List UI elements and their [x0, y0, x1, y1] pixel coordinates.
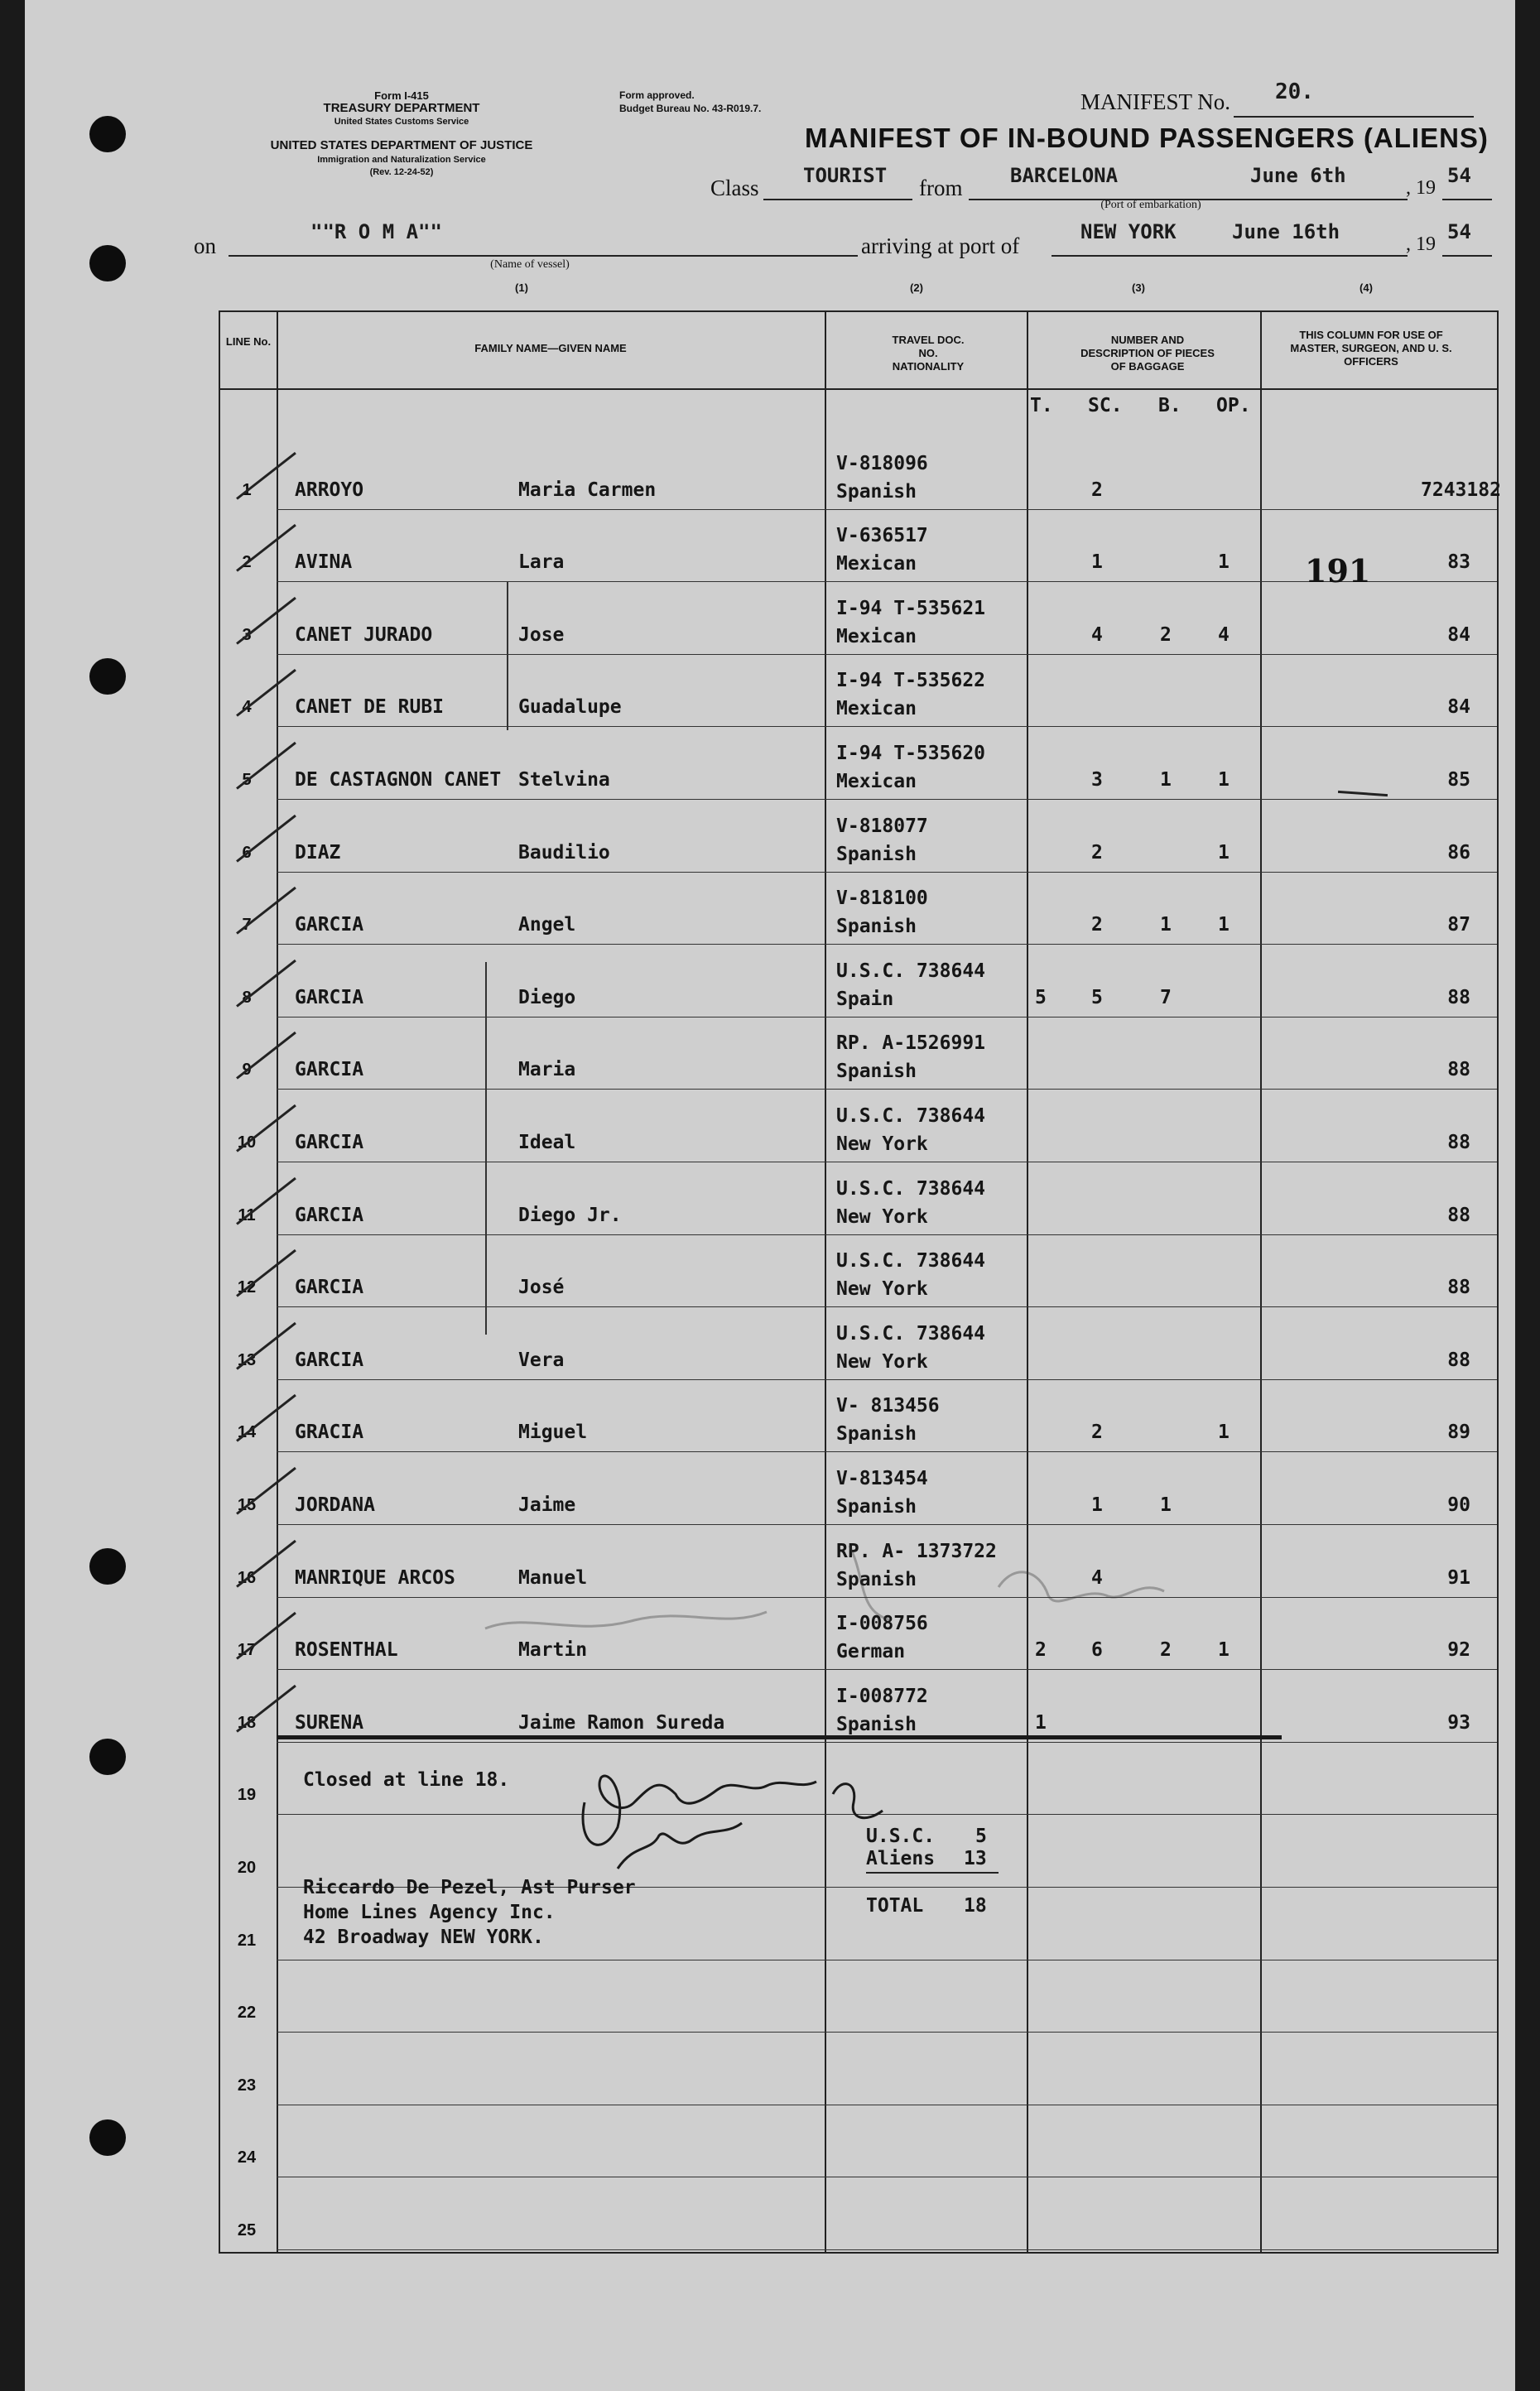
arriving-label: arriving at port of	[861, 233, 1020, 258]
bag-op: 1	[1218, 841, 1230, 864]
family-name: GARCIA	[295, 1059, 364, 1081]
given-name: Baudilio	[518, 841, 610, 864]
travel-doc: U.S.C. 738644	[836, 1177, 986, 1200]
given-name: Jaime Ramon Sureda	[518, 1711, 725, 1734]
bag-t: 1	[1035, 1711, 1047, 1734]
line-number: 19	[237, 1786, 257, 1805]
given-name: Martin	[518, 1639, 588, 1662]
nationality: Spain	[836, 988, 894, 1010]
family-name: ROSENTHAL	[295, 1639, 398, 1662]
nationality: Spanish	[836, 843, 917, 865]
line-number: 20	[237, 1858, 257, 1877]
year2-value: 54	[1447, 220, 1471, 243]
bag-sub-sc: SC.	[1088, 395, 1123, 416]
bag-t: 2	[1035, 1639, 1047, 1662]
given-name: Miguel	[518, 1422, 588, 1444]
table-row	[220, 1162, 1497, 1234]
travel-doc: U.S.C. 738644	[836, 1104, 986, 1127]
budget-bureau: Budget Bureau No. 43-R019.7.	[619, 103, 762, 114]
line-number: 24	[237, 2148, 257, 2167]
family-name: JORDANA	[295, 1494, 375, 1516]
family-name: CANET DE RUBI	[295, 696, 445, 719]
table-row	[220, 872, 1497, 945]
nationality: Mexican	[836, 553, 917, 575]
nationality: New York	[836, 1133, 928, 1155]
binder-hole-2	[89, 245, 126, 281]
travel-doc: V-818096	[836, 452, 928, 474]
given-name: Maria	[518, 1059, 576, 1081]
nationality: Spanish	[836, 1495, 917, 1518]
line-number: 9	[242, 1061, 252, 1080]
table-row	[220, 1089, 1497, 1162]
year-prefix: , 19	[1406, 177, 1436, 199]
family-name: DE CASTAGNON CANET	[295, 768, 502, 791]
customs-service: United States Customs Service	[334, 117, 469, 127]
line-number: 2	[242, 553, 252, 572]
form-id: Form I-415	[374, 89, 429, 102]
manifest-title: MANIFEST OF IN-BOUND PASSENGERS (ALIENS)	[805, 123, 1489, 153]
year-value: 54	[1447, 164, 1471, 187]
bag-sc: 2	[1091, 914, 1103, 936]
travel-doc: U.S.C. 738644	[836, 960, 986, 982]
line-number: 22	[237, 2004, 257, 2023]
family-name: SURENA	[295, 1711, 364, 1734]
line-number: 4	[242, 698, 252, 717]
departure-date: June 6th	[1250, 164, 1346, 187]
line-number: 17	[237, 1641, 257, 1660]
table-row	[220, 2105, 1497, 2177]
line-number: 21	[237, 1931, 257, 1950]
travel-doc: I-94 T-535621	[836, 597, 986, 619]
nationality: Spanish	[836, 1423, 917, 1446]
bag-sc: 2	[1091, 841, 1103, 864]
nationality: Spanish	[836, 480, 917, 503]
nationality: Spanish	[836, 1061, 917, 1083]
bag-sc: 5	[1091, 986, 1103, 1008]
nationality: Spanish	[836, 1568, 917, 1590]
line-number: 14	[237, 1423, 257, 1442]
aliens-count: 13	[964, 1848, 987, 1869]
bag-op: 1	[1218, 551, 1230, 574]
col-head-line: LINE No.	[225, 335, 272, 348]
travel-doc: V-818077	[836, 815, 928, 837]
officer-use: 84	[1447, 696, 1470, 719]
col-num-4: (4)	[1360, 281, 1373, 294]
family-name: GARCIA	[295, 1204, 364, 1226]
binder-hole-4	[89, 1548, 126, 1585]
table-row	[220, 799, 1497, 872]
total-count: 18	[964, 1895, 987, 1917]
nationality: New York	[836, 1350, 928, 1373]
table-row	[220, 2032, 1497, 2105]
nationality: New York	[836, 1278, 928, 1301]
bag-sc: 4	[1091, 623, 1103, 646]
binder-hole-5	[89, 1739, 126, 1775]
bag-op: 1	[1218, 768, 1230, 791]
travel-doc: RP. A-1526991	[836, 1032, 986, 1055]
officer-use: 90	[1447, 1494, 1470, 1516]
nationality: German	[836, 1641, 906, 1663]
officer-use: 88	[1447, 1349, 1470, 1371]
bag-sc: 3	[1091, 768, 1103, 791]
given-name: Diego	[518, 986, 576, 1008]
manifest-table	[219, 310, 1499, 2254]
line-number: 5	[242, 770, 252, 789]
treasury-dept: TREASURY DEPARTMENT	[323, 101, 480, 115]
officer-use: 88	[1447, 986, 1470, 1008]
travel-doc: I-94 T-535620	[836, 742, 986, 764]
bag-t: 5	[1035, 986, 1047, 1008]
bag-sc: 1	[1091, 1494, 1103, 1516]
bag-b: 1	[1160, 914, 1172, 936]
officer-use: 85	[1447, 768, 1470, 791]
officer-use: 83	[1447, 551, 1470, 574]
officer-use: 88	[1447, 1131, 1470, 1153]
bag-sub-t: T.	[1030, 395, 1053, 416]
travel-doc: U.S.C. 738644	[836, 1250, 986, 1272]
usc-label: U.S.C.	[866, 1826, 936, 1847]
bag-sc: 4	[1091, 1566, 1103, 1589]
col-head-baggage: NUMBER AND DESCRIPTION OF PIECES OF BAGGAGE	[1080, 334, 1215, 373]
from-label: from	[919, 176, 963, 200]
stamp-number: 191	[1305, 552, 1371, 589]
given-name: Lara	[518, 551, 565, 574]
arrival-date: June 16th	[1232, 220, 1340, 243]
officer-use: 92	[1447, 1639, 1470, 1662]
line-number: 3	[242, 625, 252, 644]
line-number: 25	[237, 2220, 257, 2239]
officer-use: 86	[1447, 841, 1470, 864]
bag-sub-op: OP.	[1216, 395, 1251, 416]
closed-at-line: Closed at line 18.	[303, 1769, 510, 1791]
bag-b: 2	[1160, 623, 1172, 646]
travel-doc: V- 813456	[836, 1395, 940, 1417]
faint-handwriting	[452, 1513, 1197, 1662]
officer-use: 87	[1447, 914, 1470, 936]
line-number: 7	[242, 916, 252, 935]
table-row	[220, 436, 1501, 509]
vessel-name: ""R O M A""	[310, 220, 442, 243]
arrival-port: NEW YORK	[1080, 220, 1177, 243]
manifest-page	[25, 0, 1515, 2391]
travel-doc: U.S.C. 738644	[836, 1322, 986, 1345]
on-label: on	[194, 233, 216, 258]
line-number: 10	[237, 1133, 257, 1152]
family-name: GARCIA	[295, 1277, 364, 1299]
usc-count: 5	[975, 1826, 987, 1847]
total-label: TOTAL	[866, 1895, 924, 1917]
table-row	[220, 2177, 1497, 2249]
line-number: 15	[237, 1495, 257, 1514]
col-head-doc: TRAVEL DOC. NO. NATIONALITY	[892, 334, 965, 373]
bag-sc: 2	[1091, 479, 1103, 501]
family-name: CANET JURADO	[295, 623, 433, 646]
given-name: Ideal	[518, 1131, 576, 1153]
bag-op: 4	[1218, 623, 1230, 646]
col-num-1: (1)	[515, 281, 528, 294]
bag-sc: 2	[1091, 1422, 1103, 1444]
binder-hole-6	[89, 2119, 126, 2156]
manifest-no-value: 20.	[1275, 79, 1314, 104]
ins-service: Immigration and Naturalization Service	[317, 155, 486, 165]
given-name: José	[518, 1277, 565, 1299]
given-name: Jaime	[518, 1494, 576, 1516]
given-name: Vera	[518, 1349, 565, 1371]
table-row	[220, 581, 1497, 654]
officer-use: 88	[1447, 1059, 1470, 1081]
travel-doc: RP. A- 1373722	[836, 1540, 997, 1562]
given-name: Jose	[518, 623, 565, 646]
line-number: 13	[237, 1350, 257, 1369]
aliens-label: Aliens	[866, 1848, 936, 1869]
line-number: 16	[237, 1568, 257, 1587]
travel-doc: I-008756	[836, 1613, 928, 1635]
manifest-no-label: MANIFEST No.	[1080, 89, 1231, 114]
revision: (Rev. 12-24-52)	[369, 167, 434, 177]
family-name: MANRIQUE ARCOS	[295, 1566, 455, 1589]
family-name: AVINA	[295, 551, 353, 574]
bag-sc: 1	[1091, 551, 1103, 574]
given-name: Maria Carmen	[518, 479, 657, 501]
family-name: ARROYO	[295, 479, 364, 501]
table-row	[220, 1306, 1497, 1379]
year2-prefix: , 19	[1406, 233, 1436, 255]
officer-use: 7243182	[1421, 479, 1501, 501]
bag-b: 2	[1160, 1639, 1172, 1662]
table-row	[220, 1669, 1497, 1742]
table-row	[220, 1960, 1497, 2033]
col-num-2: (2)	[910, 281, 923, 294]
family-name: GARCIA	[295, 1349, 364, 1371]
nationality: Mexican	[836, 770, 917, 792]
bag-sub-b: B.	[1158, 395, 1181, 416]
line-number: 6	[242, 843, 252, 862]
purser-name: Riccardo De Pezel, Ast Purser	[303, 1877, 636, 1898]
table-row	[220, 726, 1497, 799]
line-number: 18	[237, 1713, 257, 1732]
nationality: Spanish	[836, 916, 917, 938]
table-row	[220, 944, 1497, 1017]
given-name: Diego Jr.	[518, 1204, 622, 1226]
officer-use: 93	[1447, 1711, 1470, 1734]
bag-b: 1	[1160, 1494, 1172, 1516]
line-number: 1	[242, 480, 252, 499]
family-bracket-1	[507, 581, 508, 730]
class-label: Class	[710, 176, 759, 200]
family-name: GARCIA	[295, 914, 364, 936]
justice-dept: UNITED STATES DEPARTMENT OF JUSTICE	[270, 138, 533, 152]
travel-doc: I-94 T-535622	[836, 670, 986, 692]
nationality: New York	[836, 1205, 928, 1228]
agency-name: Home Lines Agency Inc.	[303, 1902, 556, 1923]
officer-use: 89	[1447, 1422, 1470, 1444]
col-num-3: (3)	[1132, 281, 1145, 294]
bag-op: 1	[1218, 1422, 1230, 1444]
table-row	[220, 1017, 1497, 1090]
given-name: Angel	[518, 914, 576, 936]
line-number: 11	[238, 1205, 256, 1224]
given-name: Stelvina	[518, 768, 610, 791]
from-value: BARCELONA	[1010, 164, 1119, 187]
col-head-name: FAMILY NAME—GIVEN NAME	[474, 342, 627, 354]
nationality: Spanish	[836, 1713, 917, 1735]
form-approved: Form approved.	[619, 89, 695, 101]
family-bracket-2	[485, 962, 487, 1335]
travel-doc: V-636517	[836, 525, 928, 547]
binder-hole-3	[89, 658, 126, 695]
officer-signature	[568, 1744, 916, 1885]
travel-doc: V-813454	[836, 1467, 928, 1489]
travel-doc: I-008772	[836, 1685, 928, 1707]
table-row	[220, 654, 1497, 727]
line-number: 23	[237, 2076, 257, 2095]
family-name: GARCIA	[295, 1131, 364, 1153]
closing-line	[277, 1735, 1282, 1739]
given-name: Guadalupe	[518, 696, 622, 719]
port-embark-note: (Port of embarkation)	[1100, 199, 1201, 211]
agency-address: 42 Broadway NEW YORK.	[303, 1927, 544, 1948]
col-head-officers: THIS COLUMN FOR USE OF MASTER, SURGEON, AND U. S. OFFICERS	[1290, 329, 1452, 368]
officer-use: 84	[1447, 623, 1470, 646]
class-value: TOURIST	[803, 164, 888, 187]
line-number: 12	[237, 1278, 257, 1297]
officer-use: 88	[1447, 1277, 1470, 1299]
line-number: 8	[242, 988, 252, 1007]
binder-hole-1	[89, 116, 126, 152]
family-name: GRACIA	[295, 1422, 364, 1444]
travel-doc: V-818100	[836, 888, 928, 910]
officer-use: 88	[1447, 1204, 1470, 1226]
table-row	[220, 1379, 1497, 1452]
vessel-note: (Name of vessel)	[490, 258, 570, 271]
nationality: Mexican	[836, 625, 917, 647]
bag-op: 1	[1218, 914, 1230, 936]
officer-use: 91	[1447, 1566, 1470, 1589]
bag-sc: 6	[1091, 1639, 1103, 1662]
family-name: DIAZ	[295, 841, 341, 864]
bag-b: 7	[1160, 986, 1172, 1008]
bag-op: 1	[1218, 1639, 1230, 1662]
family-name: GARCIA	[295, 986, 364, 1008]
given-name: Manuel	[518, 1566, 588, 1589]
nationality: Mexican	[836, 698, 917, 720]
bag-b: 1	[1160, 768, 1172, 791]
table-row	[220, 1234, 1497, 1307]
